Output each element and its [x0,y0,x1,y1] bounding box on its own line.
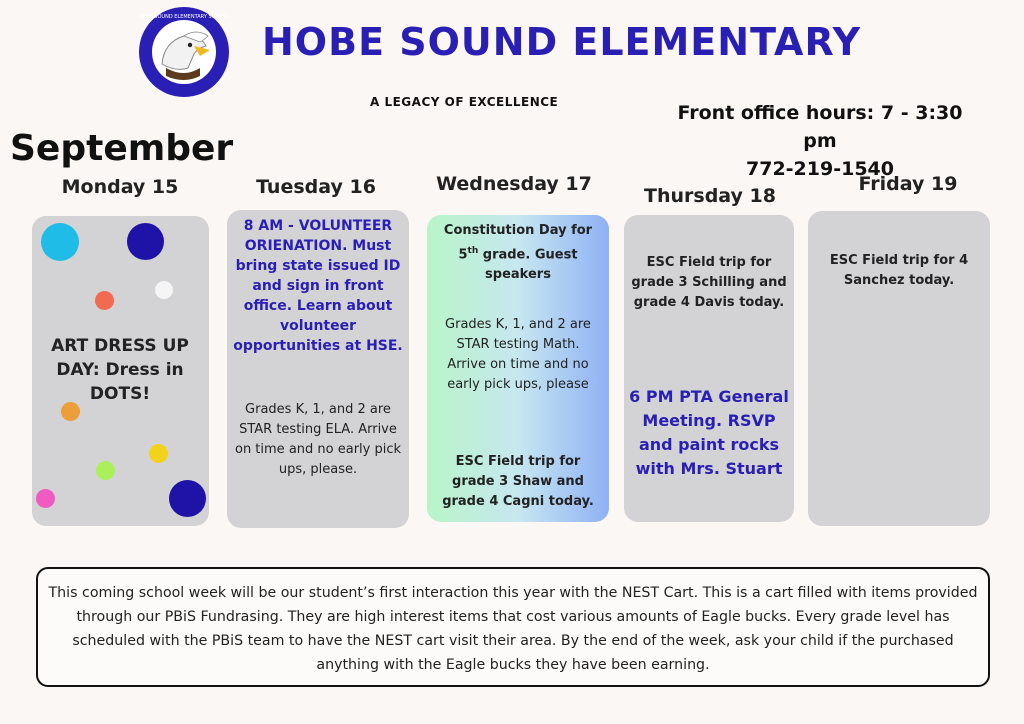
thursday-event-fieldtrip: ESC Field trip for grade 3 Schilling and grade 4 Davis today. [631,255,787,310]
phone-number: 772-219-1540 [746,158,894,180]
thursday-event-pta: 6 PM PTA General Meeting. RSVP and paint rocks with Mrs. Stuart [629,387,789,478]
dot-decoration [41,223,79,261]
monday-card [32,216,209,526]
tuesday-card [227,210,409,528]
friday-card [808,211,990,526]
tagline: A LEGACY OF EXCELLENCE [370,95,559,109]
monday-event: ART DRESS UP DAY: Dress in DOTS! [51,336,189,404]
school-name: HOBE SOUND ELEMENTARY [262,20,862,64]
nest-cart-notice: This coming school week will be our student’s first interaction this year with the NEST Cart. This is a cart filled with items provided through our PBiS Fundrasing. They are high interest items that cost various amounts of Eagle bucks. Every grade level has scheduled with the PBiS team to have the NEST cart visit their area. By the end of the week, ask your child if the purchased anything with the Eagle bucks they have been earning. [36,567,990,687]
day-heading-wednesday: Wednesday 17 [436,173,592,195]
office-info [660,99,980,183]
wednesday-card [427,215,609,522]
office-hours: Front office hours: 7 - 3:30 pm [677,102,963,152]
dot-decoration [155,281,173,299]
logo-arc-text: HOBE SOUND ELEMENTARY SCHOOL [138,14,230,20]
friday-event-fieldtrip: ESC Field trip for 4 Sanchez today. [829,253,969,288]
thursday-card [624,215,794,522]
dot-decoration [169,480,206,517]
dot-decoration [36,489,55,508]
day-heading-friday: Friday 19 [858,173,958,195]
month-title: September [10,128,234,169]
day-heading-tuesday: Tuesday 16 [256,176,376,198]
wednesday-event-constitution: Constitution Day for 5th grade. Guest speakers [443,223,593,283]
day-heading-monday: Monday 15 [61,176,179,198]
dot-decoration [127,223,164,260]
dot-decoration [149,444,168,463]
dot-decoration [96,461,115,480]
dot-decoration [95,291,114,310]
day-heading-thursday: Thursday 18 [644,185,776,207]
school-logo [138,6,230,98]
tuesday-event-testing: Grades K, 1, and 2 are STAR testing ELA. Arrive on time and no early pick ups, please. [234,402,402,477]
tuesday-event-volunteer: 8 AM - VOLUNTEER ORIENATION. Must bring state issued ID and sign in front office. Learn about volunteer opportunities at HSE. [233,218,403,354]
wednesday-event-fieldtrip: ESC Field trip for grade 3 Shaw and grade 4 Cagni today. [442,454,594,509]
wednesday-event-testing: Grades K, 1, and 2 are STAR testing Math. Arrive on time and no early pick ups, please [445,317,591,392]
